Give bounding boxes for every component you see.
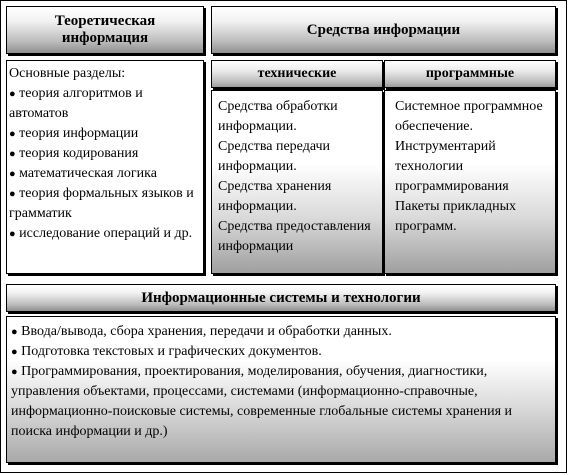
theory-item: ● теория кодирования (9, 146, 139, 161)
systems-item: ● Подготовка текстовых и графических документов. (11, 344, 322, 359)
software-header-label: программные (425, 66, 515, 81)
bullet-icon: ● (9, 88, 16, 100)
theory-body (6, 60, 204, 274)
software-item: Пакеты прикладных программ. (395, 199, 517, 234)
bullet-icon: ● (11, 326, 18, 338)
bullet-icon: ● (11, 346, 18, 358)
bullet-icon: ● (9, 148, 16, 160)
bullet-icon: ● (9, 168, 16, 180)
technical-item: Средства передачи информации. (218, 139, 331, 174)
technical-item: Средства обработки информации. (218, 99, 338, 134)
software-item: Системное программное обеспечение. (395, 99, 543, 134)
software-header (384, 60, 556, 88)
technical-item: Средства хранения информации. (218, 179, 332, 214)
theory-item: ● теория алгоритмов и автоматов (9, 86, 143, 121)
systems-body (6, 316, 556, 463)
theory-intro: Основные разделы: (9, 66, 126, 81)
means-header-label: Средства информации (306, 21, 461, 38)
technical-item: Средства предоставления информации (218, 219, 371, 254)
theory-item: ● теория формальных языков и грамматик (9, 186, 194, 221)
theory-item: ● теория информации (9, 126, 139, 141)
software-body (384, 90, 556, 274)
technical-header-label: технические (257, 66, 337, 81)
theory-item: ● исследование операций и др. (9, 226, 193, 241)
systems-header (6, 284, 556, 312)
theory-header-label: Теоретическая информация (54, 13, 156, 46)
software-item: Инструментарий технологии программирования (395, 139, 509, 194)
theory-item: ● математическая логика (9, 166, 157, 181)
technical-body (211, 90, 383, 274)
systems-item: ● Ввода/вывода, сбора хранения, передачи и обработки данных. (11, 324, 392, 339)
theory-header (6, 6, 204, 54)
means-header (211, 6, 556, 54)
bullet-icon: ● (11, 366, 18, 378)
systems-item: ● Программирования, проектирования, моделирования, обучения, диагностики, управления объектами, процессами, системами (информационно-справочные, информационно-поисковые системы, современные глобальные системы хранения и поиска информации и др.) (11, 364, 513, 439)
systems-header-label: Информационные системы и технологии (141, 289, 421, 306)
bullet-icon: ● (9, 128, 16, 140)
bullet-icon: ● (9, 188, 16, 200)
technical-header (211, 60, 383, 88)
bullet-icon: ● (9, 228, 16, 240)
